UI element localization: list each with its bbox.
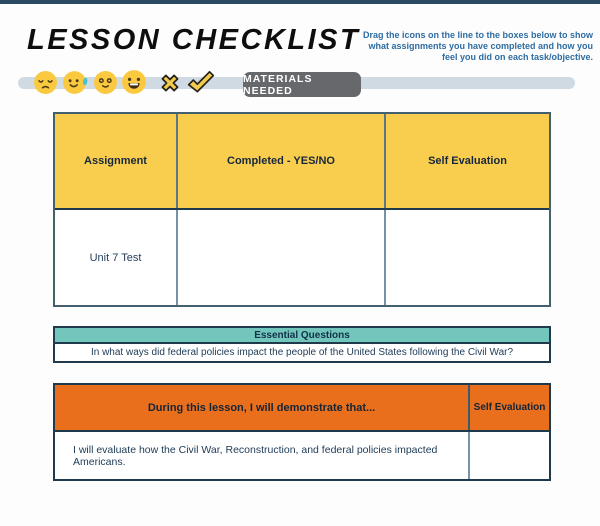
assignment-table-header-row (55, 114, 549, 210)
objective-self-evaluation-drop-cell[interactable] (470, 432, 549, 479)
header-objective-self-evaluation: Self Evaluation (473, 402, 546, 413)
essential-questions-section (53, 326, 551, 363)
page-title: LESSON CHECKLIST (27, 24, 361, 56)
objectives-table-row (55, 432, 549, 479)
essential-questions-header: Essential Questions (55, 328, 549, 344)
essential-question-text: In what ways did federal policies impact the people of the United States following the Civil War? (90, 347, 514, 358)
instructions-text: Drag the icons on the line to the boxes below to show what assignments you have completed and how you feel you did on each task/objective. (362, 30, 593, 62)
grinning-face-icon[interactable] (121, 69, 147, 95)
objective-text-cell: I will evaluate how the Civil War, Reconstruction, and federal policies impacted Americans. (55, 432, 470, 479)
assignment-name-cell: Unit 7 Test (55, 210, 178, 305)
x-mark-icon[interactable] (157, 70, 183, 96)
self-evaluation-drop-cell[interactable] (386, 210, 549, 305)
materials-needed-label: MATERIALS NEEDED (243, 72, 313, 97)
materials-needed-button[interactable] (243, 72, 361, 97)
header-assignment: Assignment (55, 114, 178, 208)
header-completed: Completed - YES/NO (178, 114, 386, 208)
sweat-face-icon[interactable] (62, 70, 89, 95)
completed-drop-cell[interactable] (178, 210, 386, 305)
pensive-face-icon[interactable] (33, 70, 58, 95)
top-accent-bar (0, 0, 600, 4)
header-objective: During this lesson, I will demonstrate that... (55, 385, 470, 430)
header-self-evaluation: Self Evaluation (428, 155, 507, 167)
objectives-table (53, 383, 551, 481)
assignment-table (53, 112, 551, 307)
objectives-table-header-row (55, 385, 549, 432)
check-mark-icon[interactable] (186, 69, 216, 95)
assignment-table-row (55, 210, 549, 305)
smiling-face-icon[interactable] (93, 70, 118, 95)
